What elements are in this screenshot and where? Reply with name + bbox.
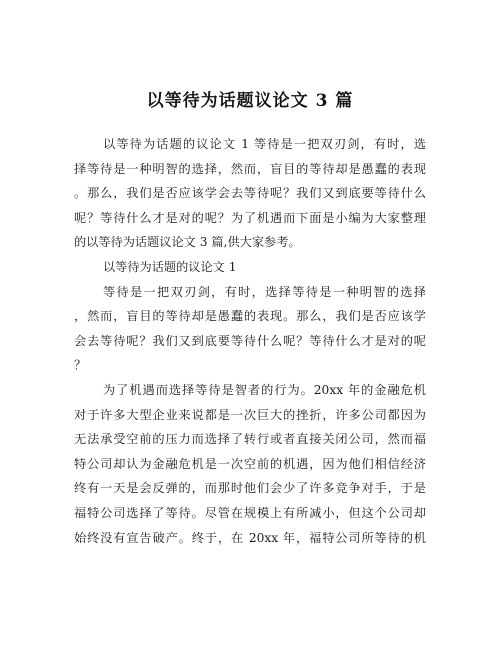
text-line: 的以等待为话题议论文 3 篇,供大家参考。 [74,235,301,250]
text-line: 以等待为话题的议论文 1 等待是一把双刃剑，有时，选 [103,137,426,151]
text-line: 会去等待呢？我们又到底要等待什么呢？等待什么才是对的呢 [74,333,426,348]
text-line: 始终没有宣告破产。终于，在 20xx 年，福特公司所等待的机 [74,530,426,545]
text-line: 对于许多大型企业来说都是一次巨大的挫折，许多公司都因为 [74,407,426,422]
document-body [74,132,426,550]
text-line: 等待是一把双刃剑，有时，选择等待是一种明智的选择 [103,284,426,299]
text-line: 呢？等待什么才是对的呢？为了机遇而下面是小编为大家整理 [74,210,426,225]
text-line: 福特公司选择了等待。尽管在规模上有所减小，但这个公司却 [74,505,426,520]
text-line: 无法承受空前的压力而选择了转行或者直接关闭公司，然而福 [74,432,426,447]
text-line: 特公司却认为金融危机是一次空前的机遇，因为他们相信经济 [74,456,426,471]
text-line: 。那么，我们是否应该学会去等待呢？我们又到底要等待什么 [74,186,426,201]
text-line: ，然而，盲目的等待却是愚蠢的表现。那么，我们是否应该学 [74,309,426,324]
text-line: ？ [74,358,87,373]
text-line: 终有一天是会反弹的，而那时他们会少了许多竞争对手，于是 [74,481,426,496]
text-line: 择等待是一种明智的选择，然而，盲目的等待却是愚蠢的表现 [74,161,426,176]
text-line: 以等待为话题的议论文 1 [103,259,237,274]
document-title: 以等待为话题议论文 3 篇 [146,91,354,111]
text-line: 为了机遇而选择等待是智者的行为。20xx 年的金融危机 [103,382,426,397]
